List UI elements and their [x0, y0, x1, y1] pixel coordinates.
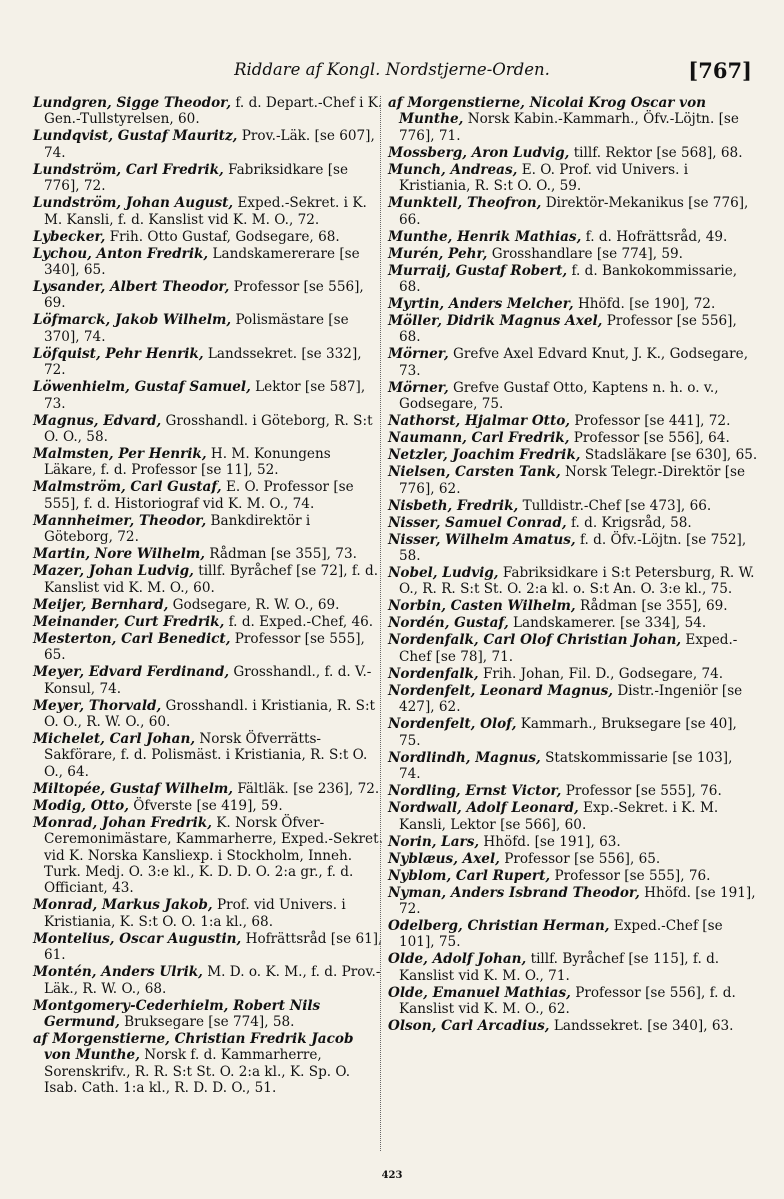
entry-text: Norsk Öfverrätts-Sakförare, f. d. Polismäst. i Kristiania, R. S:t O. O., 64.: [44, 730, 368, 780]
list-item: [388, 95, 758, 144]
list-item: [388, 532, 758, 565]
entry-name: Munktell, Theofron,: [388, 195, 542, 212]
list-item: [33, 379, 383, 412]
entry-name: Nordenfalk, Carl Olof Christian Johan,: [388, 632, 682, 649]
entry-name: Malmsten, Per Henrik,: [33, 446, 207, 463]
entry-text: H. M. Konungens Läkare, f. d. Professor [se 11], 52.: [44, 446, 331, 479]
list-item: [388, 565, 758, 598]
entry-text: tillf. Byråchef [se 72], f. d. Kanslist vid K. M. O., 60.: [44, 563, 379, 596]
entry-name: Olson, Carl Arcadius,: [388, 1018, 550, 1035]
entry-text: Grefve Gustaf Otto, Kaptens n. h. o. v., Godsegare, 75.: [399, 379, 719, 413]
list-item: [33, 479, 383, 512]
entry-name: Nordenfelt, Olof,: [388, 716, 517, 733]
entry-name: Munthe, Henrik Mathias,: [388, 228, 582, 245]
entry-text: Landskamererare [se 340], 65.: [44, 245, 360, 279]
list-item: [388, 783, 758, 799]
list-item: [33, 279, 383, 312]
entry-text: Hhöfd. [se 191], 63.: [483, 833, 621, 850]
entry-text: Distr.-Ingeniör [se 427], 62.: [399, 682, 743, 716]
entry-text: Norsk f. d. Kammarherre, Sorenskrifv., R. R. S:t St. O. 2:a kl., K. Sp. O. Isab. Cath. 1:a kl., R. D. D. O., 51.: [44, 1047, 351, 1097]
list-item: [33, 446, 383, 479]
list-item: [33, 815, 383, 897]
list-item: [388, 750, 758, 783]
list-item: [388, 195, 758, 228]
entry-name: Montén, Anders Ulrik,: [33, 964, 203, 981]
list-item: [388, 800, 758, 833]
entry-text: Landssekret. [se 332], 72.: [44, 345, 362, 379]
entry-text: Bruksegare [se 774], 58.: [124, 1013, 295, 1030]
entry-name: Nordling, Ernst Victor,: [388, 783, 562, 800]
list-item: [388, 430, 758, 446]
entry-text: Grefve Axel Edvard Knut, J. K., Godsegare, 73.: [399, 346, 749, 379]
entry-text: Frih. Johan, Fil. D., Godsegare, 74.: [483, 665, 724, 682]
column-divider: [380, 96, 381, 1151]
entry-name: Magnus, Edvard,: [33, 412, 162, 429]
list-item: [388, 598, 758, 614]
entry-name: Nyman, Anders Isbrand Theodor,: [388, 884, 640, 901]
entry-name: Norbin, Casten Wilhelm,: [388, 598, 576, 615]
entry-text: f. d. Exped.-Chef, 46.: [228, 613, 374, 630]
entry-text: M. D. o. K. M., f. d. Prov.-Läk., R. W. O., 68.: [44, 964, 381, 997]
list-item: [33, 546, 383, 562]
entry-text: Exped.-Chef [se 101], 75.: [399, 917, 723, 951]
list-item: [388, 834, 758, 850]
entry-name: Meyer, Thorvald,: [33, 697, 162, 714]
list-item: [33, 798, 383, 814]
list-item: [388, 464, 758, 497]
entry-text: E. O. Prof. vid Univers. i Kristiania, R. S:t O. O., 59.: [399, 161, 689, 195]
list-item: [388, 498, 758, 514]
entry-name: Lysander, Albert Theodor,: [33, 279, 230, 296]
list-item: [388, 632, 758, 665]
entry-text: Professor [se 556], 65.: [504, 850, 661, 867]
entry-name: Odelberg, Christian Herman,: [388, 917, 610, 934]
entry-name: Mazer, Johan Ludvig,: [33, 563, 194, 580]
list-item: [388, 1018, 758, 1034]
entry-text: Grosshandl., f. d. V.-Konsul, 74.: [44, 664, 372, 697]
entry-name: Michelet, Carl Johan,: [33, 730, 196, 747]
signature-mark: 423: [381, 1170, 403, 1181]
entry-name: Nordlindh, Magnus,: [388, 749, 541, 766]
entry-text: f. d. Hofrättsråd, 49.: [585, 228, 728, 245]
list-item: [33, 246, 383, 279]
entry-name: Nobel, Ludvig,: [388, 565, 499, 582]
list-item: [388, 346, 758, 379]
entry-name: Mesterton, Carl Benedict,: [33, 630, 231, 647]
entry-text: Hhöfd. [se 191], 72.: [399, 884, 756, 917]
entry-text: Statskommissarie [se 103], 74.: [399, 749, 733, 783]
entry-name: Montgomery-Cederhielm, Robert Nils Germund,: [33, 997, 321, 1030]
list-item: [388, 868, 758, 884]
entry-name: Nielsen, Carsten Tank,: [388, 464, 561, 481]
right-column: [388, 95, 758, 1035]
running-title: Riddare af Kongl. Nordstjerne-Orden.: [234, 60, 550, 79]
entry-name: Malmström, Carl Gustaf,: [33, 479, 222, 496]
list-item: [388, 162, 758, 195]
entry-text: Professor [se 556], f. d. Kanslist vid K. M. O., 62.: [399, 984, 736, 1018]
entry-text: Prof. vid Univers. i Kristiania, K. S:t O. O. 1:a kl., 68.: [44, 897, 346, 930]
list-item: [388, 716, 758, 749]
entry-text: Polismästare [se 370], 74.: [44, 312, 349, 345]
list-item: [388, 515, 758, 531]
entry-text: Professor [se 556], 69.: [44, 279, 364, 312]
entry-name: Nathorst, Hjalmar Otto,: [388, 413, 571, 430]
list-item: [33, 229, 383, 245]
entry-text: Rådman [se 355], 69.: [580, 598, 728, 615]
entry-name: af Morgenstierne, Christian Fredrik Jacob von Munthe,: [33, 1030, 354, 1064]
entry-name: Olde, Adolf Johan,: [388, 951, 527, 968]
entry-text: Fabriksidkare [se 776], 72.: [44, 161, 349, 195]
list-item: [388, 447, 758, 463]
entry-text: Prov.-Läk. [se 607], 74.: [44, 128, 375, 161]
entry-name: Lundgren, Sigge Theodor,: [33, 95, 232, 111]
entry-name: Monrad, Johan Fredrik,: [33, 814, 212, 831]
entry-name: Montelius, Oscar Augustin,: [33, 930, 242, 947]
list-item: [388, 615, 758, 631]
list-item: [33, 1031, 383, 1097]
entry-name: Mossberg, Aron Ludvig,: [388, 144, 570, 161]
entry-name: Murraij, Gustaf Robert,: [388, 262, 568, 279]
entry-name: Mörner,: [388, 379, 449, 396]
entry-name: Meyer, Edvard Ferdinand,: [33, 664, 230, 681]
list-item: [33, 897, 383, 930]
list-item: [33, 731, 383, 780]
page-number: [767]: [688, 58, 752, 83]
entry-text: Frih. Otto Gustaf, Godsegare, 68.: [109, 228, 340, 245]
list-item: [388, 851, 758, 867]
entry-name: Nordén, Gustaf,: [388, 615, 509, 632]
list-item: [388, 246, 758, 262]
entry-text: Kammarh., Bruksegare [se 40], 75.: [399, 716, 737, 749]
entry-name: Nisser, Wilhelm Amatus,: [388, 531, 576, 548]
list-item: [33, 664, 383, 697]
list-item: [388, 229, 758, 245]
entry-name: Mannheimer, Theodor,: [33, 512, 207, 529]
entry-text: Tulldistr.-Chef [se 473], 66.: [522, 497, 712, 514]
entry-text: Professor [se 555], 76.: [554, 867, 711, 884]
entry-text: Lektor [se 587], 73.: [44, 379, 366, 412]
entry-name: Miltopée, Gustaf Wilhelm,: [33, 780, 233, 797]
entry-name: Modig, Otto,: [33, 797, 129, 814]
entry-text: Grosshandl. i Göteborg, R. S:t O. O., 58.: [44, 412, 373, 446]
entry-name: af Morgenstierne, Nicolai Krog Oscar von Munthe,: [388, 95, 707, 128]
left-column: [33, 95, 383, 1097]
list-item: [33, 998, 383, 1031]
entry-name: Lundström, Carl Fredrik,: [33, 161, 224, 178]
entry-name: Nyblæus, Axel,: [388, 850, 500, 867]
entry-name: Löfmarck, Jakob Wilhelm,: [33, 312, 232, 329]
list-item: [388, 666, 758, 682]
entry-name: Lundström, Johan August,: [33, 195, 234, 212]
list-item: [33, 95, 383, 128]
entry-text: Landssekret. [se 340], 63.: [553, 1018, 734, 1035]
entry-text: f. d. Krigsråd, 58.: [570, 514, 692, 531]
entry-name: Munch, Andreas,: [388, 161, 518, 178]
entry-text: Professor [se 555], 76.: [565, 783, 722, 800]
entry-text: E. O. Professor [se 555], f. d. Historiograf vid K. M. O., 74.: [44, 479, 354, 512]
list-item: [33, 413, 383, 446]
entry-name: Löfquist, Pehr Henrik,: [33, 345, 204, 362]
list-item: [33, 964, 383, 997]
list-item: [388, 951, 758, 984]
entry-name: Nisbeth, Fredrik,: [388, 497, 519, 514]
list-item: [33, 698, 383, 731]
entry-name: Lybecker,: [33, 228, 106, 245]
entry-text: Öfverste [se 419], 59.: [133, 797, 283, 814]
entry-text: Exp.-Sekret. i K. M. Kansli, Lektor [se 566], 60.: [399, 800, 719, 833]
entry-name: Nordwall, Adolf Leonard,: [388, 800, 579, 817]
list-item: [388, 683, 758, 716]
entry-text: f. d. Depart.-Chef i K. Gen.-Tullstyrelsen, 60.: [44, 95, 383, 128]
list-item: [388, 263, 758, 296]
entry-name: Nordenfelt, Leonard Magnus,: [388, 682, 613, 699]
entry-text: Godsegare, R. W. O., 69.: [172, 596, 340, 613]
page-header: [32, 58, 752, 88]
entry-name: Meinander, Curt Fredrik,: [33, 613, 225, 630]
entry-text: Professor [se 555], 65.: [44, 630, 365, 664]
list-item: [388, 145, 758, 161]
list-item: [33, 128, 383, 161]
entry-text: Grosshandl. i Kristiania, R. S:t O. O., R. W. O., 60.: [44, 697, 375, 730]
list-item: [388, 313, 758, 346]
entry-name: Olde, Emanuel Mathias,: [388, 984, 571, 1001]
list-item: [33, 781, 383, 797]
list-item: [33, 195, 383, 228]
list-item: [33, 346, 383, 379]
entry-name: Nordenfalk,: [388, 665, 479, 682]
entry-text: Fältläk. [se 236], 72.: [237, 780, 380, 797]
list-item: [33, 631, 383, 664]
entry-text: Fabriksidkare i S:t Petersburg, R. W. O., R. R. S:t St. O. 2:a kl. o. S:t An. O. 3:e kl., 75.: [399, 565, 755, 598]
entry-text: Bankdirektör i Göteborg, 72.: [44, 512, 311, 546]
entry-name: Lundqvist, Gustaf Mauritz,: [33, 128, 238, 145]
entry-name: Mörner,: [388, 346, 449, 363]
entry-name: Netzler, Joachim Fredrik,: [388, 447, 581, 464]
list-item: [388, 885, 758, 918]
entry-text: f. d. Bankokommissarie, 68.: [399, 262, 738, 296]
list-item: [33, 597, 383, 613]
entry-text: Professor [se 556], 68.: [399, 313, 737, 346]
list-item: [33, 162, 383, 195]
entry-text: f. d. Öfv.-Löjtn. [se 752], 58.: [399, 531, 747, 565]
entry-name: Nisser, Samuel Conrad,: [388, 514, 567, 531]
list-item: [388, 380, 758, 413]
entry-name: Murén, Pehr,: [388, 245, 488, 262]
list-item: [33, 614, 383, 630]
entry-name: Norin, Lars,: [388, 833, 480, 850]
entry-text: Hhöfd. [se 190], 72.: [577, 296, 716, 313]
entry-text: Norsk Kabin.-Kammarh., Öfv.-Löjtn. [se 776], 71.: [399, 111, 739, 144]
entry-name: Monrad, Markus Jakob,: [33, 897, 213, 914]
list-item: [33, 931, 383, 964]
entry-name: Meijer, Bernhard,: [33, 596, 169, 613]
entry-name: Nyblom, Carl Rupert,: [388, 867, 551, 884]
list-item: [33, 312, 383, 345]
entry-text: Stadsläkare [se 630], 65.: [584, 447, 758, 464]
entry-text: Norsk Telegr.-Direktör [se 776], 62.: [399, 464, 746, 497]
list-item: [388, 918, 758, 951]
entry-text: Landskamerer. [se 334], 54.: [513, 615, 707, 632]
entry-text: Professor [se 556], 64.: [573, 430, 730, 447]
entry-text: tillf. Byråchef [se 115], f. d. Kanslist vid K. M. O., 71.: [399, 951, 720, 984]
entry-text: Grosshandlare [se 774], 59.: [491, 245, 684, 262]
entry-text: tillf. Rektor [se 568], 68.: [573, 144, 743, 161]
entry-text: Exped.-Chef [se 78], 71.: [399, 632, 738, 665]
entry-name: Martin, Nore Wilhelm,: [33, 546, 206, 563]
list-item: [388, 985, 758, 1018]
entry-name: Lychou, Anton Fredrik,: [33, 245, 209, 262]
entry-text: Hofrättsråd [se 61], 61.: [44, 930, 383, 964]
entry-text: Direktör-Mekanikus [se 776], 66.: [399, 195, 749, 228]
list-item: [33, 513, 383, 546]
entry-name: Naumann, Carl Fredrik,: [388, 430, 570, 447]
entry-text: Rådman [se 355], 73.: [209, 546, 357, 563]
entry-text: K. Norsk Öfver-Ceremonimästare, Kammarherre, Exped.-Sekret. vid K. Norska Kansliexp. i Stockholm, Inneh. Turk. Medj. O. 3:e kl., K. D. D. O. 2:a gr., f. d. Officiant, 43.: [44, 814, 383, 897]
entry-text: Professor [se 441], 72.: [574, 413, 731, 430]
entry-name: Myrtin, Anders Melcher,: [388, 296, 574, 313]
entry-name: Möller, Didrik Magnus Axel,: [388, 313, 603, 330]
list-item: [33, 563, 383, 596]
list-item: [388, 296, 758, 312]
entry-text: Exped.-Sekret. i K. M. Kansli, f. d. Kanslist vid K. M. O., 72.: [44, 195, 367, 228]
entry-name: Löwenhielm, Gustaf Samuel,: [33, 379, 251, 396]
list-item: [388, 413, 758, 429]
